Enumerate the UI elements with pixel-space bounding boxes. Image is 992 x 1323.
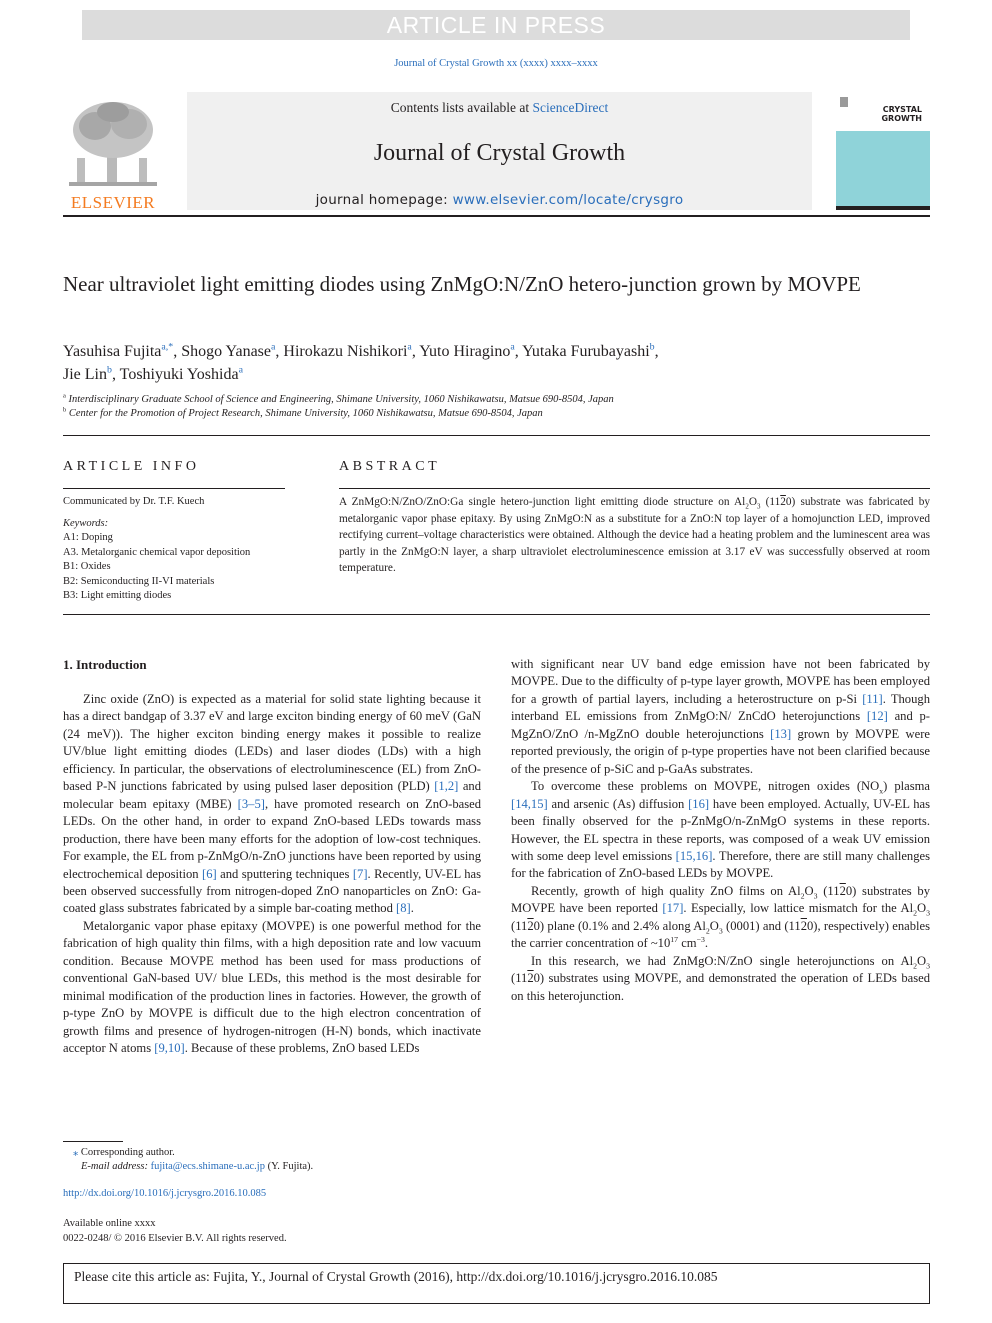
star-icon: ⁎: [73, 1147, 79, 1158]
elsevier-tree-icon: [63, 98, 163, 193]
corresponding-author-note: ⁎ Corresponding author.: [73, 1147, 175, 1158]
contents-prefix: Contents lists available at: [390, 100, 533, 115]
abstract-text: A ZnMgO:N/ZnO/ZnO:Ga single hetero-junction light emitting diode structure on $Al_2O_3$ (1120) substrate was fabricated by metalorganic vapor phase epitaxy. By using ZnMgO:N as a substitute for a ZnO:N top layer of a homojunction LED, improved rectifying current–voltage characteristics were obtained. Although the device had a heating problem and the luminescent area was partly in the ZnMgO:N layer, a sharp ultraviolet electroluminescence emission at 3.17 eV was successfully observed at room temperature.: [339, 496, 930, 574]
keyword: B2: Semiconducting II-VI materials: [63, 575, 215, 587]
author[interactable]: Yasuhisa Fujita$^{a,*}$: [63, 341, 174, 360]
article-in-press-banner: ARTICLE IN PRESS: [82, 10, 910, 40]
body-column-right: [511, 656, 930, 1005]
reference-link[interactable]: [15,16]: [675, 848, 713, 863]
reference-link[interactable]: [1,2]: [434, 779, 459, 794]
paragraph: Zinc oxide (ZnO) is expected as a material for solid state lighting because it has a direct bandgap of 3.37 eV and large exciton binding energy of 60 meV (GaN (24 meV)). The higher exciton binding energy makes it possible to realize UV/blue light emitting diodes (LEDs) and laser diodes (LDs) with a high efficiency. In particular, the observations of electroluminescence (EL) from ZnO-based P-N junctions fabricated by using pulsed laser deposition (PLD) [1,2] and molecular beam epitaxy (MBE) [3–5], have promoted research on ZnO-based LEDs. On the other hand, in order to expand ZnO-based LEDs towards mass production, there have been many efforts for the adoption of low-cost techniques. For example, the EL from p-ZnMgO/n-ZnO junctions have been reported by using electrochemical deposition [6] and sputtering techniques [7]. Recently, UV-EL has been observed successfully from nitrogen-doped ZnO nanoparticles on ZnO: Ga-coated glass substrates fabricated by a simple bar-coating method [8].: [63, 692, 481, 916]
author[interactable]: Yuto Hiragino$^a$: [419, 341, 515, 360]
author[interactable]: Jie Lin$^b$: [63, 364, 112, 383]
reference-link[interactable]: [8]: [396, 901, 411, 916]
paragraph: with significant near UV band edge emission have not been fabricated by MOVPE. Due to the difficulty of p-type layer growth, MOVPE has been employed for a growth of partial layers, including a heterostructure on p-Si [11]. Though interband EL emissions from ZnMgO:N/ ZnCdO heterojunctions [12] and p-MgZnO/ZnO /n-MgZnO double heterojunctions [13] grown by MOVPE were reported previously, the origin of p-type properties have not been clarified because of the presence of p-SiC and p-GaAs substrates.: [511, 657, 930, 776]
body-column-left: [63, 691, 481, 1058]
author[interactable]: Toshiyuki Yoshida$^a$: [119, 364, 243, 383]
homepage-prefix: journal homepage:: [315, 192, 453, 208]
paragraph: To overcome these problems on MOVPE, nitrogen oxides $(NO_x)$ plasma [14,15] and arsenic (As) diffusion [16] have been employed. Actually, UV-EL has been finally observed for the p-ZnMgO/n-ZnMgO systems in these reports. However, the EL spectra in these reports, was composed of a weak UV emission with some deep level emissions [15,16]. Therefore, there are still many challenges for the fabrication of ZnO-based LEDs by MOVPE.: [511, 779, 930, 881]
footnote-rule: [63, 1141, 123, 1142]
reference-link[interactable]: [17]: [662, 901, 684, 916]
section-heading-introduction: 1. Introduction: [63, 657, 147, 672]
paragraph: Metalorganic vapor phase epitaxy (MOVPE) is one powerful method for the fabrication of high quality thin films, with a high deposition rate and low vacuum condition. Because MOVPE method has been used for mass productions of conventional GaN-based UV/ blue LEDs, this method is the most desirable for minimal modification of the production lines in factories. However, the growth of p-type ZnO by MOVPE is difficult due to the high electron concentration of growth films and presence of hydrogen-nitrogen (H-N) bonds, which inactivate acceptor N atoms [9,10]. Because of these problems, ZnO based LEDs: [63, 918, 481, 1056]
doi-link[interactable]: http://dx.doi.org/10.1016/j.jcrysgro.2016.10.085: [63, 1188, 267, 1199]
keywords-label: Keywords:: [63, 517, 109, 529]
reference-link[interactable]: [11]: [862, 691, 883, 706]
keyword: B1: Oxides: [63, 561, 111, 572]
sciencedirect-link[interactable]: ScienceDirect: [532, 100, 609, 115]
keyword: B3: Light emitting diodes: [63, 590, 172, 601]
email-link[interactable]: fujita@ecs.shimane-u.ac.jp: [150, 1161, 265, 1172]
author-list: Yasuhisa Fujita$^{a,*}$, Shogo Yanase$^a$, Hirokazu Nishikori$^a$, Yuto Hiragino$^a$, Yutaka Furubayashi$^b$, Jie Lin$^b$, Toshiyuki Yoshida$^a$: [63, 341, 659, 383]
section-rule: [63, 435, 930, 436]
email-note: E-mail address: fujita@ecs.shimane-u.ac.jp (Y. Fujita).: [81, 1161, 314, 1172]
cover-title-2: GROWTH: [881, 114, 922, 123]
article-info-rule: [63, 488, 285, 489]
availability: [63, 1217, 563, 1246]
cover-title-1: CRYSTAL: [882, 105, 922, 114]
abstract-bottom-rule: [63, 614, 930, 615]
keyword: A1: Doping: [63, 532, 113, 543]
affiliations: [63, 393, 863, 421]
copyright: 0022-0248/ © 2016 Elsevier B.V. All rights reserved.: [63, 1232, 287, 1244]
paragraph: In this research, we had ZnMgO:N/ZnO single heterojunctions on $Al_2O_3$ (1120) substrates using MOVPE, and demonstrated the operation of LEDs based on this heterojunction.: [511, 953, 930, 1003]
contents-line: [187, 100, 812, 116]
abstract-rule: [339, 488, 930, 489]
paragraph: Recently, growth of high quality ZnO films on $Al_2O_3$ (1120) substrates by MOVPE have been reported [17]. Especially, low lattice mismatch for the $Al_2O_3$ (1120) plane (0.1% and 2.4% along $Al_2O_3$ (0001) and (1120), respectively) enables the carrier concentration of $\sim 10^{17}$ $cm^{-3}$.: [511, 883, 931, 951]
footnotes: [63, 1146, 563, 1174]
communicated-by: Communicated by Dr. T.F. Kuech: [63, 496, 205, 507]
reference-link[interactable]: [12]: [866, 709, 888, 724]
cite-text: Please cite this article as: Fujita, Y., Journal of Crystal Growth (2016), http://dx.doi.org/10.1016/j.jcrysgro.2016.10.085: [74, 1269, 718, 1284]
reference-link[interactable]: [3–5]: [237, 796, 265, 811]
journal-name: Journal of Crystal Growth: [373, 140, 626, 166]
reference-link[interactable]: [13]: [770, 726, 792, 741]
affiliation: $^a$ Interdisciplinary Graduate School of Science and Engineering, Shimane University, 1060 Nishikawatsu, Matsue 690-8504, Japan: [63, 392, 614, 405]
available-online: Available online xxxx: [63, 1218, 156, 1229]
reference-link[interactable]: [9,10]: [154, 1041, 185, 1056]
homepage-link[interactable]: www.elsevier.com/locate/crysgro: [452, 192, 684, 208]
journal-cover[interactable]: [836, 93, 930, 210]
elsevier-logo[interactable]: [63, 98, 163, 213]
reference-link[interactable]: [7]: [352, 866, 368, 881]
running-citation[interactable]: Journal of Crystal Growth xx (xxxx) xxxx–xxxx: [394, 58, 598, 69]
homepage-line: [187, 192, 812, 208]
reference-link[interactable]: [16]: [688, 796, 710, 811]
keyword: A3. Metalorganic chemical vapor deposition: [63, 546, 251, 558]
author[interactable]: Hirokazu Nishikori$^a$: [283, 341, 412, 360]
header-rule: [63, 215, 930, 217]
abstract-heading: ABSTRACT: [339, 459, 441, 474]
publisher-name: ELSEVIER: [70, 193, 156, 212]
author[interactable]: Shogo Yanase$^a$: [181, 341, 276, 360]
author[interactable]: Yutaka Furubayashi$^b$: [522, 341, 655, 360]
article-info-heading: ARTICLE INFO: [63, 459, 200, 474]
article-info-body: [63, 495, 285, 604]
reference-link[interactable]: [6]: [202, 866, 217, 881]
affiliation: $^b$ Center for the Promotion of Project Research, Shimane University, 1060 Nishikawatsu, Matsue 690-8504, Japan: [63, 406, 543, 419]
reference-link[interactable]: [14,15]: [511, 796, 548, 811]
article-title: Near ultraviolet light emitting diodes using ZnMgO:N/ZnO hetero-junction grown by MOVPE: [63, 272, 861, 296]
